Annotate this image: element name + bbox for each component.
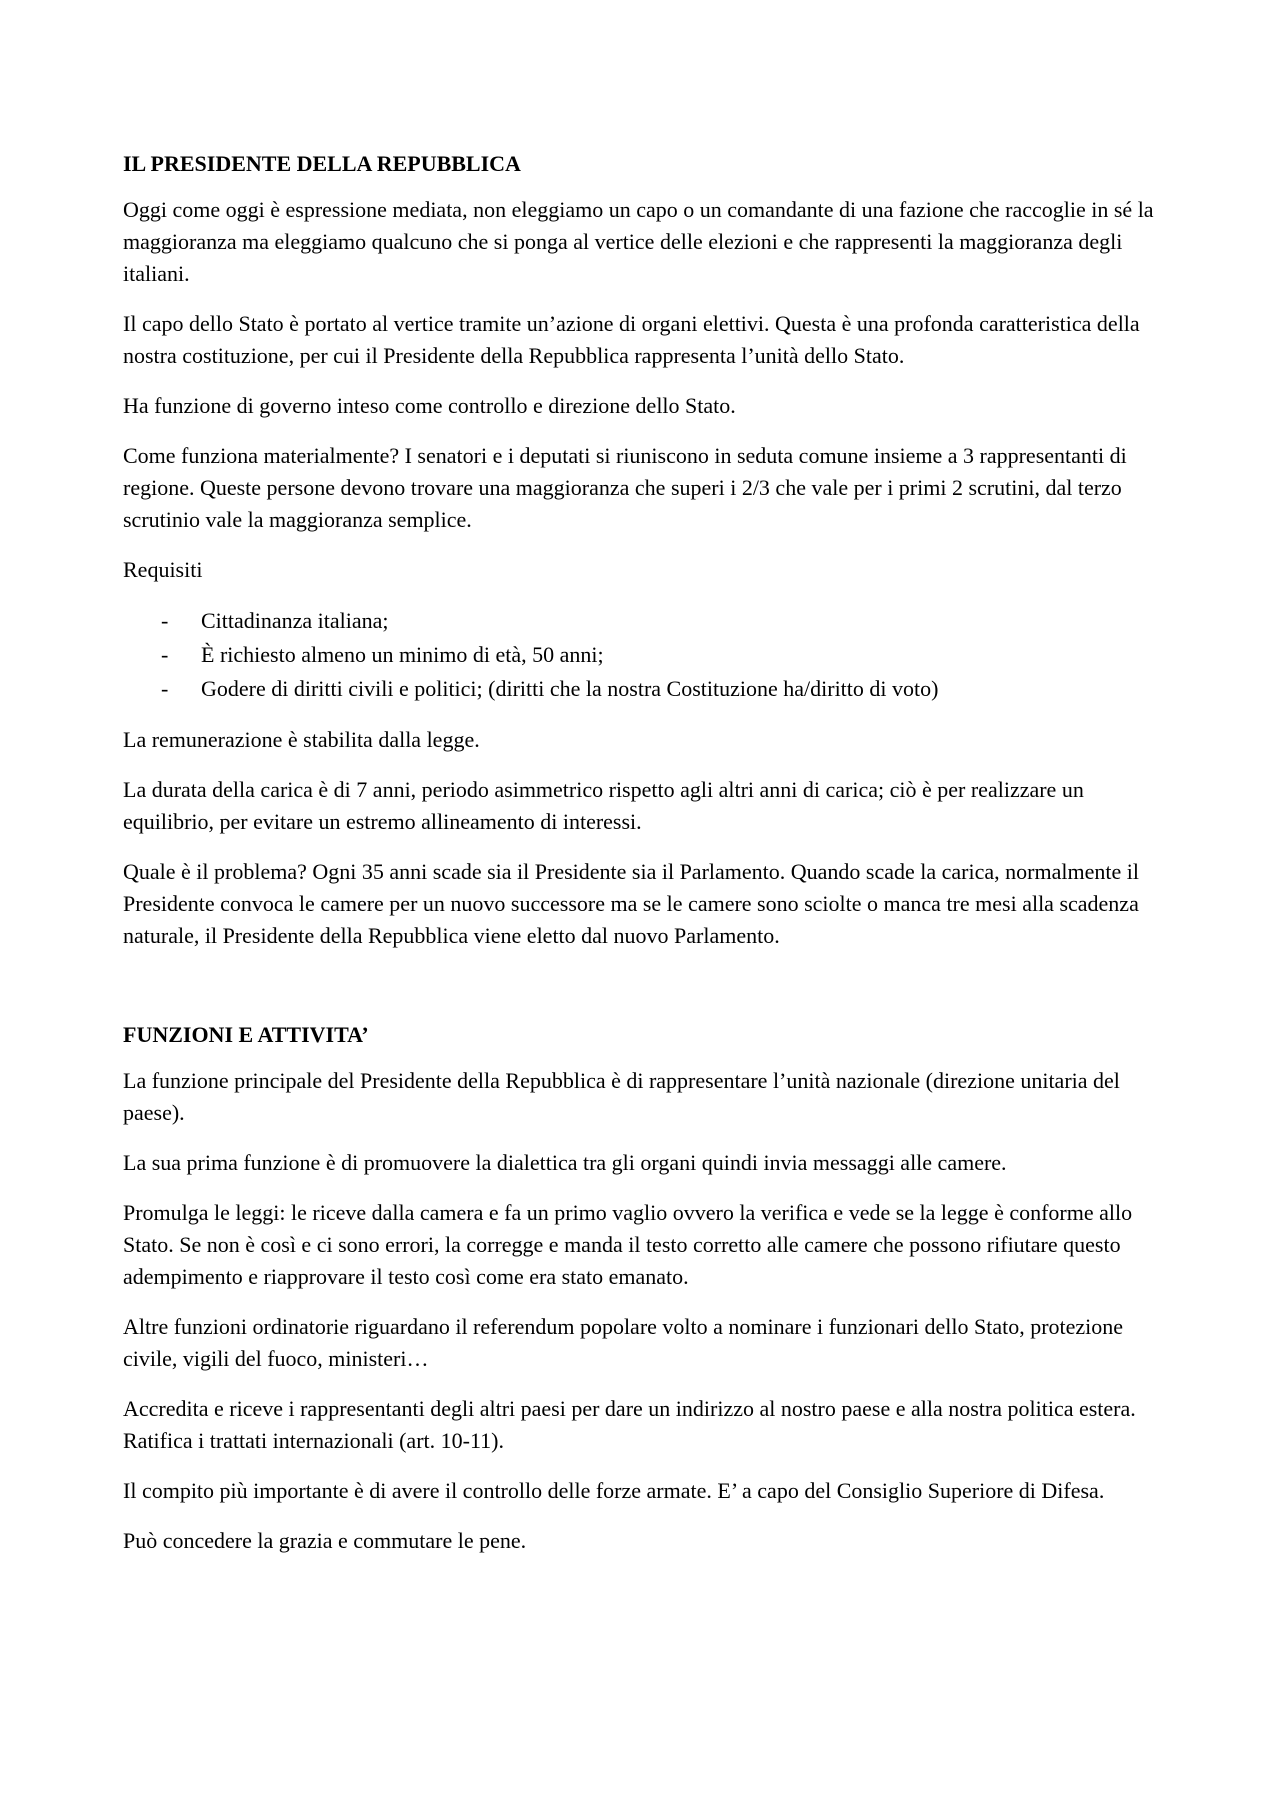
- paragraph-problema: Quale è il problema? Ogni 35 anni scade sia il Presidente sia il Parlamento. Quando scade la carica, normalmente il Presidente convoca le camere per un nuovo successore ma se le camere sono sciolte o manca tre mesi alla scadenza naturale, il Presidente della Repubblica viene eletto dal nuovo Parlamento.: [123, 859, 1139, 948]
- paragraph-come-funziona: Come funziona materialmente? I senatori e i deputati si riuniscono in seduta comune insieme a 3 rappresentanti di regione. Queste persone devono trovare una maggioranza che superi i 2/3 che vale per i primi 2 scrutini, dal terzo scrutinio vale la maggioranza semplice.: [123, 443, 1127, 532]
- paragraph-promulga-leggi: Promulga le leggi: le riceve dalla camera e fa un primo vaglio ovvero la verifica e vede se la legge è conforme allo Stato. Se non è così e ci sono errori, la corregge e manda il testo corretto alle camere che possono rifiutare questo adempimento e riapprovare il testo così come era stato emanato.: [123, 1200, 1133, 1289]
- list-item-text: È richiesto almeno un minimo di età, 50 anni;: [201, 642, 604, 667]
- list-dash: -: [161, 676, 169, 701]
- paragraph-prima-funzione: La sua prima funzione è di promuovere la dialettica tra gli organi quindi invia messaggi alle camere.: [123, 1150, 1007, 1175]
- paragraph-grazia: Può concedere la grazia e commutare le pene.: [123, 1528, 527, 1553]
- paragraph-funzione-principale: La funzione principale del Presidente della Repubblica è di rappresentare l’unità nazionale (direzione unitaria del paese).: [123, 1068, 1120, 1125]
- paragraph-forze-armate: Il compito più importante è di avere il controllo delle forze armate. E’ a capo del Consiglio Superiore di Difesa.: [123, 1478, 1105, 1503]
- paragraph-accredita: Accredita e riceve i rappresentanti degli altri paesi per dare un indirizzo al nostro paese e alla nostra politica estera. Ratifica i trattati internazionali (art. 10-11).: [123, 1396, 1136, 1453]
- section-heading-funzioni: FUNZIONI E ATTIVITA’: [123, 1022, 369, 1047]
- paragraph-capo-dello-stato: Il capo dello Stato è portato al vertice tramite un’azione di organi elettivi. Questa è una profonda caratteristica della nostra costituzione, per cui il Presidente della Repubblica rappresenta l’unità dello Stato.: [123, 311, 1140, 368]
- section-heading-presidente: IL PRESIDENTE DELLA REPUBBLICA: [123, 151, 521, 176]
- document-page: [123, 148, 1168, 1575]
- requirements-list: [123, 604, 1168, 706]
- paragraph-remunerazione: La remunerazione è stabilita dalla legge.: [123, 727, 480, 752]
- paragraph-durata-carica: La durata della carica è di 7 anni, periodo asimmetrico rispetto agli altri anni di carica; ciò è per realizzare un equilibrio, per evitare un estremo allineamento di interessi.: [123, 777, 1084, 834]
- list-item-text: Godere di diritti civili e politici; (diritti che la nostra Costituzione ha/diritto di voto): [201, 676, 939, 701]
- paragraph-espressione-mediata: Oggi come oggi è espressione mediata, non eleggiamo un capo o un comandante di una fazione che raccoglie in sé la maggioranza ma eleggiamo qualcuno che si ponga al vertice delle elezioni e che rappresenti la maggioranza degli italiani.: [123, 197, 1154, 286]
- list-dash: -: [161, 608, 169, 633]
- list-item: [123, 638, 1168, 672]
- list-item-text: Cittadinanza italiana;: [201, 608, 389, 633]
- paragraph-funzione-governo: Ha funzione di governo inteso come controllo e direzione dello Stato.: [123, 393, 736, 418]
- list-dash: -: [161, 642, 169, 667]
- list-item: [123, 604, 1168, 638]
- paragraph-requisiti-label: Requisiti: [123, 557, 203, 582]
- list-item: [123, 672, 1168, 706]
- paragraph-funzioni-ordinatorie: Altre funzioni ordinatorie riguardano il referendum popolare volto a nominare i funzionari dello Stato, protezione civile, vigili del fuoco, ministeri…: [123, 1314, 1124, 1371]
